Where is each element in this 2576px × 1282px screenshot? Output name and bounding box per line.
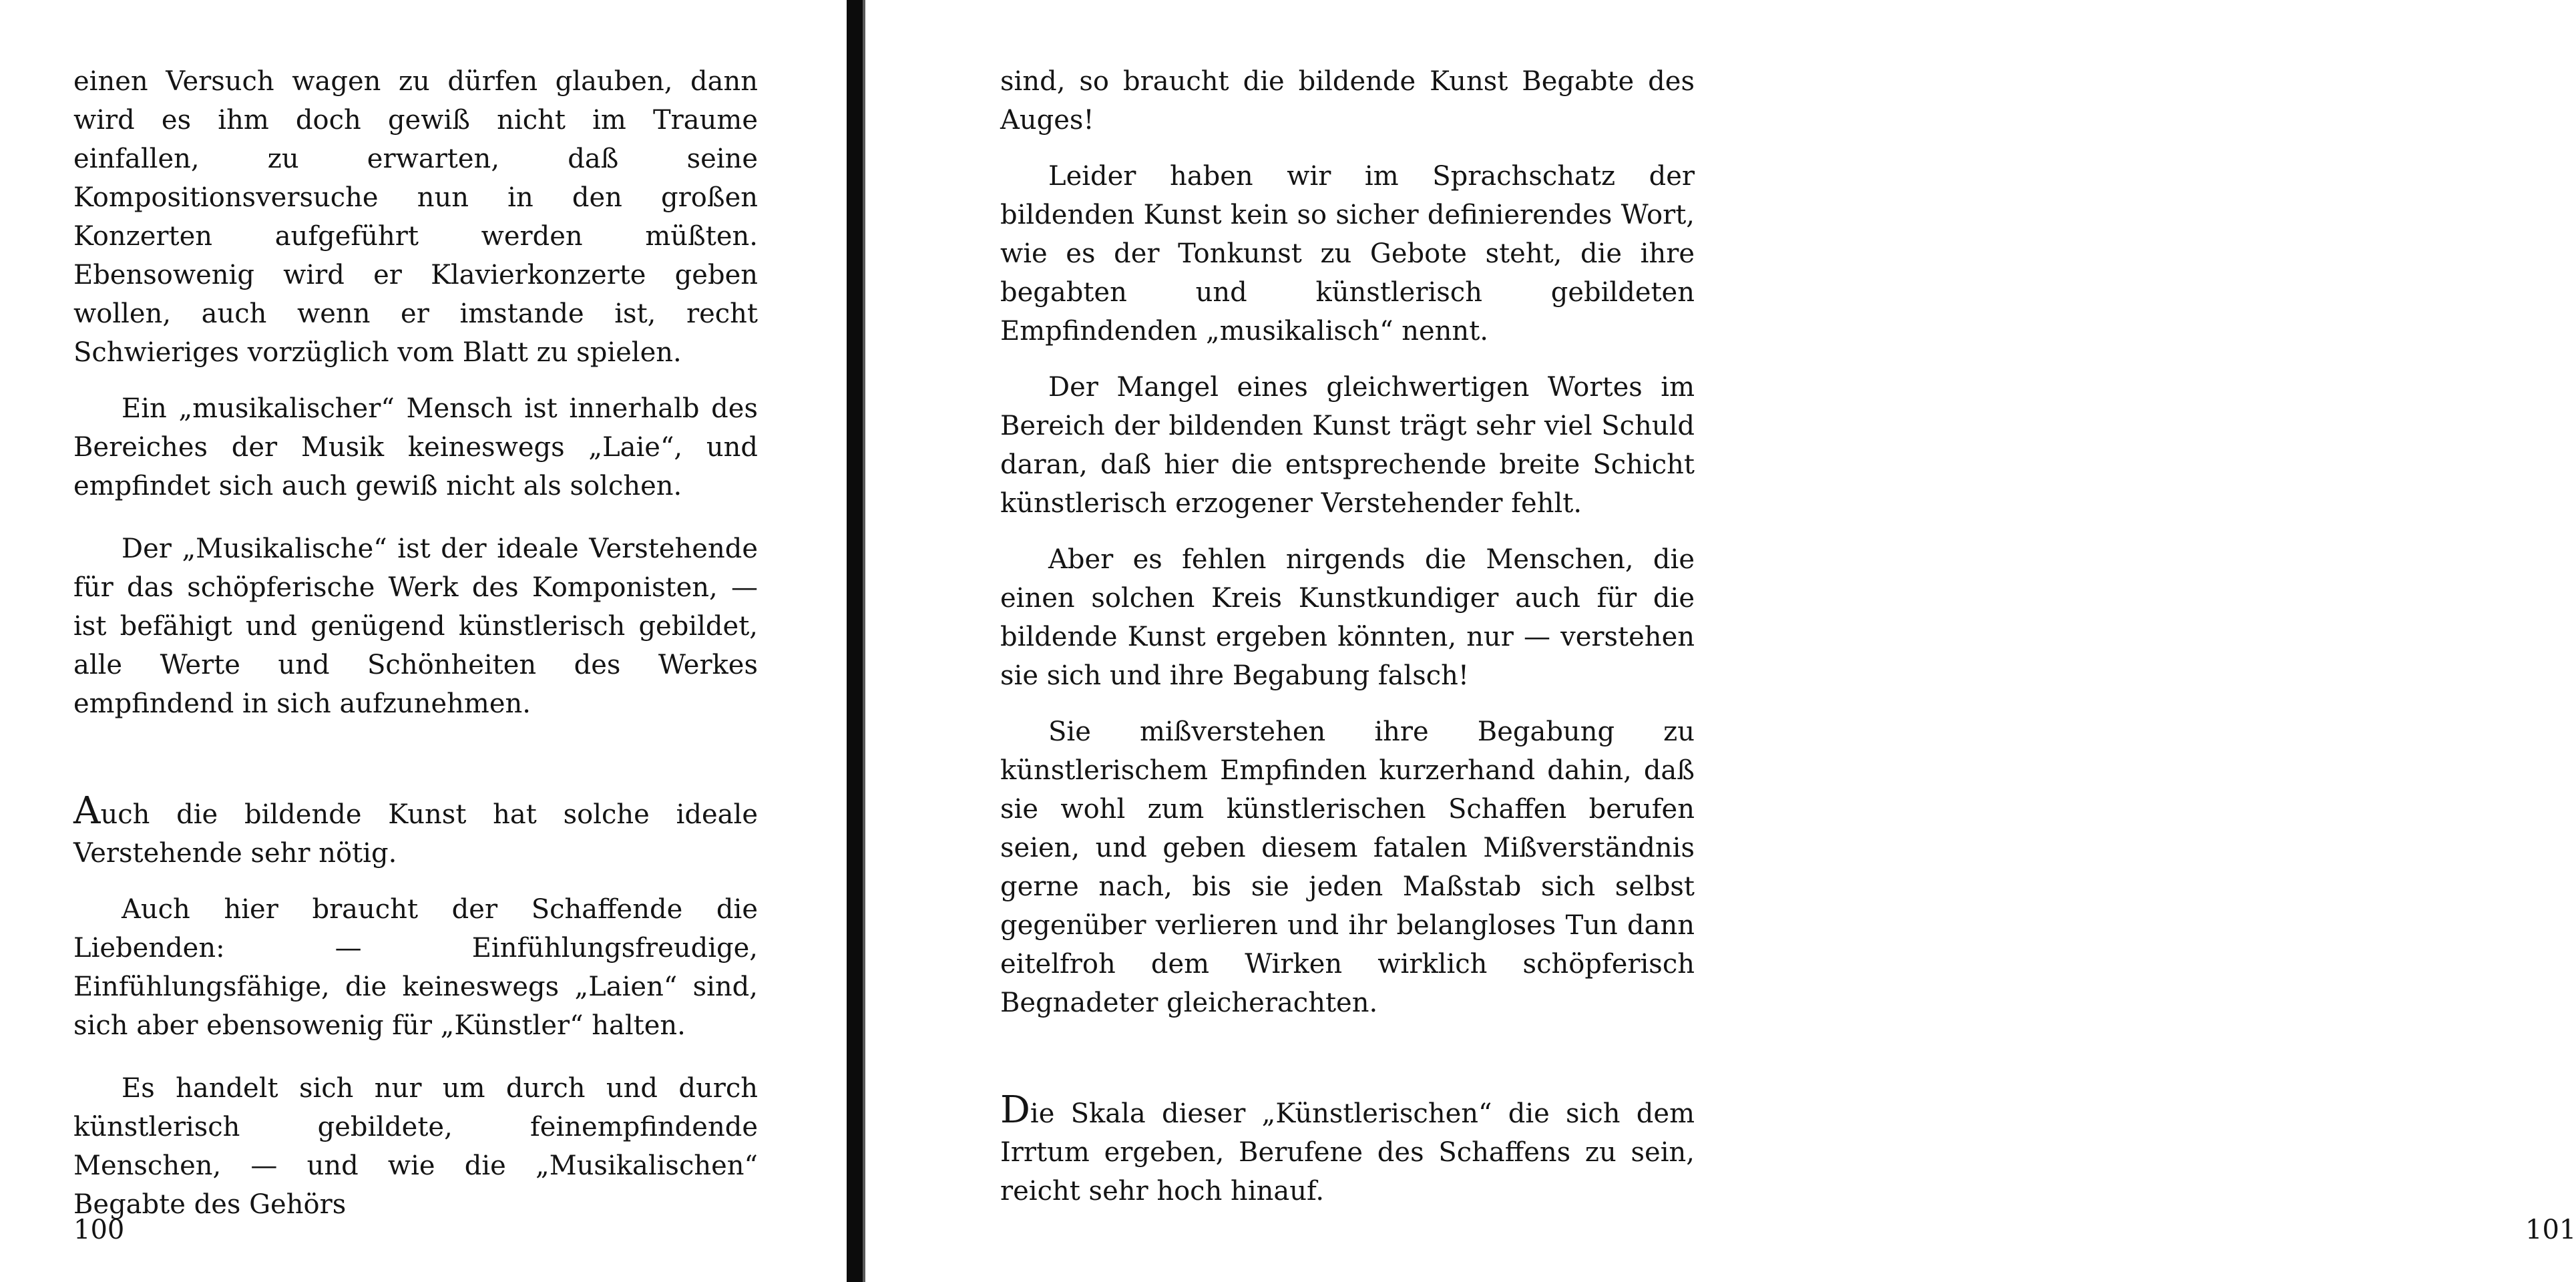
paragraph: Sie mißverstehen ihre Begabung zu künstlerischem Empfinden kurzerhand dahin, daß sie wohl zum künstlerischen Schaffen berufen seien, und geben diesem fatalen Mißverständnis gerne nach, bis sie jeden Maßstab sich selbst gegenüber verlieren und ihr belangloses Tun dann eitelfroh dem Wirken wirklich schöpferisch Begnadeter gleicherachten. [1000,716,1695,1018]
paragraph: Der Mangel eines gleichwertigen Wortes im Bereich der bildenden Kunst trägt sehr viel Schuld daran, daß hier die entsprechende breite Schicht künstlerisch erzogener Verstehender fehlt. [1000,372,1695,519]
page-number: 100 [73,1215,125,1245]
paragraph: Leider haben wir im Sprachschatz der bildenden Kunst kein so sicher definierendes Wort, wie es der Tonkunst zu Gebote steht, die ihre begabten und künstlerisch gebildeten Empfindenden „musikalisch“ nennt. [1000,161,1695,347]
paragraph: Der „Musikalische“ ist der ideale Verstehende für das schöpferische Werk des Komponisten, — ist befähigt und genügend künstlerisch gebildet, alle Werte und Schönheiten des Werkes empfindend in sich aufzunehmen. [73,533,758,719]
page-number: 101 [2525,1215,2576,1245]
section-opening-paragraph [73,789,758,873]
section-opening-paragraph [1000,1088,1695,1211]
paragraph: Aber es fehlen nirgends die Menschen, die einen solchen Kreis Kunstkundiger auch für die bildende Kunst ergeben könnten, nur — verstehen sie sich und ihre Begabung falsch! [1000,544,1695,691]
right-page-text [1000,62,1695,1211]
paragraph-text: uch die bildende Kunst hat solche ideale Verstehende sehr nötig. [73,799,758,869]
book-gutter [847,0,863,1282]
initial-letter: D [1000,1088,1030,1132]
initial-letter: A [73,789,101,833]
paragraph: sind, so braucht die bildende Kunst Begabte des Auges! [1000,66,1695,136]
gutter-shadow [863,0,865,1282]
left-page-text [73,62,758,1224]
paragraph-text: ie Skala dieser „Künstlerischen“ die sich dem Irrtum ergeben, Berufene des Schaffens zu sein, reicht sehr hoch hinauf. [1000,1098,1695,1207]
paragraph: Auch hier braucht der Schaffende die Liebenden: — Einfühlungsfreudige, Einfühlungsfähige, die keineswegs „Laien“ sind, sich aber ebensowenig für „Künstler“ halten. [73,894,758,1041]
left-page [0,0,848,1282]
paragraph: Es handelt sich nur um durch und durch künstlerisch gebildete, feinempfindende Menschen, — und wie die „Musikalischen“ Begabte des Gehörs [73,1073,758,1220]
paragraph: Ein „musikalischer“ Mensch ist innerhalb des Bereiches der Musik keineswegs „Laie“, und empfindet sich auch gewiß nicht als solchen. [73,393,758,501]
paragraph: einen Versuch wagen zu dürfen glauben, dann wird es ihm doch gewiß nicht im Traume einfallen, zu erwarten, daß seine Kompositionsversuche nun in den großen Konzerten aufgeführt werden müßten. Ebensowenig wird er Klavierkonzerte geben wollen, auch wenn er imstande ist, recht Schwieriges vorzüglich vom Blatt zu spielen. [73,66,758,368]
